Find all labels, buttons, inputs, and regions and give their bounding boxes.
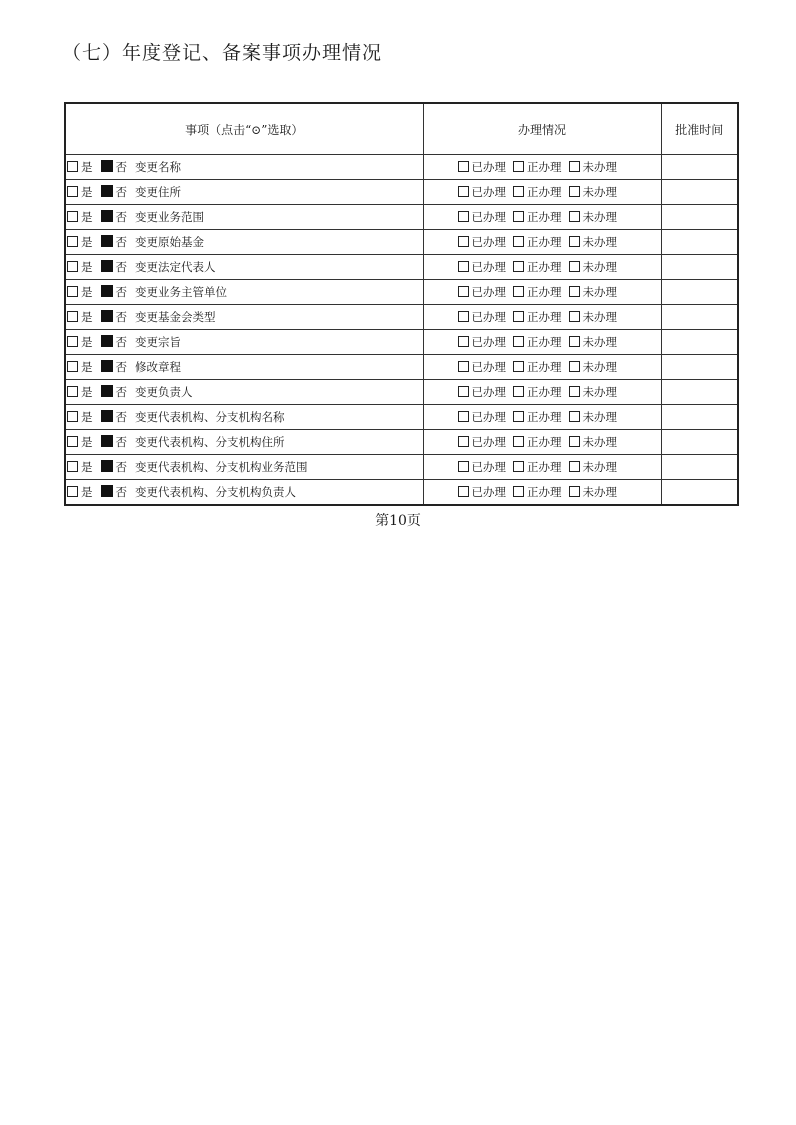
status-option [458, 409, 507, 425]
status-cell [423, 380, 661, 405]
status-cell [423, 355, 661, 380]
status-option-label: 未办理 [582, 235, 617, 249]
yes-checkbox[interactable] [67, 336, 78, 347]
status-option [513, 359, 562, 375]
yes-label: 是 [81, 235, 93, 249]
status-option [513, 234, 562, 250]
item-label: 变更代表机构、分支机构业务范围 [135, 460, 308, 474]
status-option [569, 434, 618, 450]
status-checkbox[interactable] [513, 386, 524, 397]
status-option-label: 已办理 [471, 435, 506, 449]
status-option-label: 未办理 [582, 360, 617, 374]
status-checkbox[interactable] [458, 261, 469, 272]
no-checkbox-checked[interactable] [101, 335, 113, 347]
item-label: 变更法定代表人 [135, 260, 216, 274]
yes-label: 是 [81, 485, 93, 499]
status-option [458, 434, 507, 450]
status-option [569, 409, 618, 425]
approval-date-cell[interactable] [661, 480, 738, 506]
item-cell [65, 380, 423, 405]
approval-date-cell[interactable] [661, 180, 738, 205]
status-option-label: 已办理 [471, 385, 506, 399]
page-number: 第10页 [375, 513, 421, 529]
yes-checkbox[interactable] [67, 461, 78, 472]
status-option [513, 384, 562, 400]
status-checkbox[interactable] [458, 161, 469, 172]
yes-label: 是 [81, 385, 93, 399]
table-row [65, 480, 738, 506]
status-cell [423, 455, 661, 480]
status-option-label: 正办理 [527, 410, 562, 424]
status-option-label: 正办理 [527, 285, 562, 299]
table-row [65, 180, 738, 205]
status-option [569, 334, 618, 350]
status-option [458, 234, 507, 250]
approval-date-cell[interactable] [661, 230, 738, 255]
status-option-label: 已办理 [471, 360, 506, 374]
status-checkbox[interactable] [569, 186, 580, 197]
no-checkbox-checked[interactable] [101, 285, 113, 297]
yes-label: 是 [81, 360, 93, 374]
item-cell [65, 355, 423, 380]
no-checkbox-checked[interactable] [101, 185, 113, 197]
status-checkbox[interactable] [458, 186, 469, 197]
status-checkbox[interactable] [513, 486, 524, 497]
no-label: 否 [115, 485, 127, 499]
header-approval-date: 批准时间 [661, 103, 738, 155]
status-option [513, 284, 562, 300]
item-label: 变更业务范围 [135, 210, 204, 224]
approval-date-cell[interactable] [661, 430, 738, 455]
table-row [65, 255, 738, 280]
status-cell [423, 305, 661, 330]
item-label: 变更基金会类型 [135, 310, 216, 324]
item-cell [65, 305, 423, 330]
no-checkbox-checked[interactable] [101, 410, 113, 422]
status-option [458, 334, 507, 350]
no-label: 否 [115, 460, 127, 474]
status-option-label: 未办理 [582, 460, 617, 474]
status-option [569, 209, 618, 225]
status-checkbox[interactable] [569, 436, 580, 447]
status-option [513, 159, 562, 175]
approval-date-cell[interactable] [661, 355, 738, 380]
status-option [458, 359, 507, 375]
status-checkbox[interactable] [513, 211, 524, 222]
approval-date-cell[interactable] [661, 380, 738, 405]
status-option-label: 已办理 [471, 310, 506, 324]
no-checkbox-checked[interactable] [101, 310, 113, 322]
no-label: 否 [115, 310, 127, 324]
no-label: 否 [115, 385, 127, 399]
approval-date-cell[interactable] [661, 155, 738, 180]
status-checkbox[interactable] [569, 411, 580, 422]
status-option-label: 正办理 [527, 210, 562, 224]
no-checkbox-checked[interactable] [101, 435, 113, 447]
status-checkbox[interactable] [513, 286, 524, 297]
status-option-label: 正办理 [527, 385, 562, 399]
yes-label: 是 [81, 335, 93, 349]
status-option [458, 284, 507, 300]
status-option [458, 259, 507, 275]
yes-label: 是 [81, 285, 93, 299]
table-row [65, 355, 738, 380]
status-option [569, 359, 618, 375]
item-label: 变更代表机构、分支机构住所 [135, 435, 285, 449]
status-option-label: 已办理 [471, 210, 506, 224]
status-option-label: 正办理 [527, 435, 562, 449]
status-checkbox[interactable] [513, 336, 524, 347]
no-label: 否 [115, 360, 127, 374]
yes-checkbox[interactable] [67, 386, 78, 397]
section-title: （七）年度登记、备案事项办理情况 [62, 42, 383, 64]
status-cell [423, 155, 661, 180]
no-label: 否 [115, 210, 127, 224]
status-option-label: 已办理 [471, 235, 506, 249]
table-header-row [65, 103, 738, 155]
item-label: 变更原始基金 [135, 235, 204, 249]
item-cell [65, 155, 423, 180]
status-option-label: 已办理 [471, 335, 506, 349]
status-cell [423, 330, 661, 355]
no-label: 否 [115, 285, 127, 299]
table-row [65, 305, 738, 330]
status-checkbox[interactable] [569, 386, 580, 397]
status-option [569, 309, 618, 325]
no-checkbox-checked[interactable] [101, 235, 113, 247]
status-option [513, 484, 562, 500]
status-checkbox[interactable] [513, 361, 524, 372]
approval-date-cell[interactable] [661, 455, 738, 480]
status-option-label: 已办理 [471, 260, 506, 274]
status-checkbox[interactable] [569, 261, 580, 272]
status-option-label: 未办理 [582, 385, 617, 399]
no-checkbox-checked[interactable] [101, 160, 113, 172]
status-option-label: 正办理 [527, 360, 562, 374]
header-status: 办理情况 [423, 103, 661, 155]
registration-items-table [64, 102, 739, 506]
no-checkbox-checked[interactable] [101, 260, 113, 272]
status-option-label: 未办理 [582, 160, 617, 174]
no-checkbox-checked[interactable] [101, 360, 113, 372]
yes-label: 是 [81, 160, 93, 174]
status-option-label: 正办理 [527, 485, 562, 499]
item-cell [65, 205, 423, 230]
status-option [458, 459, 507, 475]
status-option [458, 384, 507, 400]
status-checkbox[interactable] [569, 486, 580, 497]
status-option [458, 184, 507, 200]
approval-date-cell[interactable] [661, 305, 738, 330]
status-option-label: 未办理 [582, 210, 617, 224]
status-checkbox[interactable] [513, 236, 524, 247]
no-checkbox-checked[interactable] [101, 485, 113, 497]
status-option [458, 484, 507, 500]
yes-checkbox[interactable] [67, 286, 78, 297]
item-cell [65, 280, 423, 305]
status-checkbox[interactable] [458, 386, 469, 397]
status-option [569, 234, 618, 250]
yes-label: 是 [81, 210, 93, 224]
status-checkbox[interactable] [458, 411, 469, 422]
status-option-label: 未办理 [582, 260, 617, 274]
yes-label: 是 [81, 260, 93, 274]
no-label: 否 [115, 335, 127, 349]
status-option-label: 正办理 [527, 310, 562, 324]
status-option-label: 已办理 [471, 285, 506, 299]
status-checkbox[interactable] [458, 486, 469, 497]
status-checkbox[interactable] [513, 311, 524, 322]
status-cell [423, 255, 661, 280]
yes-checkbox[interactable] [67, 161, 78, 172]
yes-checkbox[interactable] [67, 486, 78, 497]
item-cell [65, 480, 423, 506]
item-cell [65, 330, 423, 355]
approval-date-cell[interactable] [661, 280, 738, 305]
status-option-label: 已办理 [471, 185, 506, 199]
status-cell [423, 280, 661, 305]
no-label: 否 [115, 435, 127, 449]
status-checkbox[interactable] [513, 161, 524, 172]
item-cell [65, 180, 423, 205]
status-option [569, 159, 618, 175]
yes-label: 是 [81, 185, 93, 199]
status-option [513, 459, 562, 475]
table-row [65, 455, 738, 480]
item-label: 变更业务主管单位 [135, 285, 227, 299]
table-row [65, 205, 738, 230]
item-cell [65, 230, 423, 255]
status-option [569, 184, 618, 200]
yes-checkbox[interactable] [67, 211, 78, 222]
status-option [569, 484, 618, 500]
no-checkbox-checked[interactable] [101, 210, 113, 222]
status-option [513, 434, 562, 450]
status-checkbox[interactable] [458, 311, 469, 322]
status-checkbox[interactable] [569, 361, 580, 372]
yes-checkbox[interactable] [67, 261, 78, 272]
status-cell [423, 430, 661, 455]
item-cell [65, 455, 423, 480]
no-label: 否 [115, 235, 127, 249]
yes-checkbox[interactable] [67, 411, 78, 422]
yes-label: 是 [81, 310, 93, 324]
item-label: 变更住所 [135, 185, 181, 199]
status-checkbox[interactable] [458, 211, 469, 222]
status-option [513, 259, 562, 275]
status-checkbox[interactable] [513, 411, 524, 422]
yes-checkbox[interactable] [67, 361, 78, 372]
yes-checkbox[interactable] [67, 186, 78, 197]
status-cell [423, 205, 661, 230]
status-checkbox[interactable] [458, 436, 469, 447]
status-checkbox[interactable] [513, 186, 524, 197]
status-option-label: 未办理 [582, 310, 617, 324]
status-checkbox[interactable] [569, 211, 580, 222]
status-option [569, 259, 618, 275]
approval-date-cell[interactable] [661, 405, 738, 430]
status-checkbox[interactable] [513, 436, 524, 447]
table-body [65, 155, 738, 506]
status-option-label: 正办理 [527, 235, 562, 249]
status-option [513, 334, 562, 350]
status-option [513, 309, 562, 325]
status-option-label: 未办理 [582, 485, 617, 499]
status-option-label: 正办理 [527, 185, 562, 199]
status-option-label: 未办理 [582, 335, 617, 349]
no-checkbox-checked[interactable] [101, 385, 113, 397]
status-checkbox[interactable] [569, 461, 580, 472]
status-option [513, 184, 562, 200]
table-row [65, 330, 738, 355]
no-checkbox-checked[interactable] [101, 460, 113, 472]
table-row [65, 380, 738, 405]
yes-checkbox[interactable] [67, 311, 78, 322]
status-option-label: 正办理 [527, 460, 562, 474]
status-checkbox[interactable] [458, 336, 469, 347]
status-option-label: 已办理 [471, 460, 506, 474]
no-label: 否 [115, 185, 127, 199]
status-option [569, 384, 618, 400]
table-row [65, 430, 738, 455]
status-option [513, 209, 562, 225]
status-option-label: 已办理 [471, 160, 506, 174]
header-item: 事项（点击“⊙”选取） [65, 103, 423, 155]
status-option [458, 209, 507, 225]
no-label: 否 [115, 410, 127, 424]
item-cell [65, 405, 423, 430]
yes-checkbox[interactable] [67, 236, 78, 247]
approval-date-cell[interactable] [661, 330, 738, 355]
status-checkbox[interactable] [458, 286, 469, 297]
item-label: 变更代表机构、分支机构负责人 [135, 485, 296, 499]
status-option-label: 正办理 [527, 335, 562, 349]
status-option-label: 未办理 [582, 285, 617, 299]
status-option-label: 已办理 [471, 410, 506, 424]
status-option-label: 正办理 [527, 160, 562, 174]
status-cell [423, 480, 661, 506]
item-label: 变更负责人 [135, 385, 193, 399]
status-option-label: 未办理 [582, 435, 617, 449]
status-cell [423, 405, 661, 430]
yes-label: 是 [81, 460, 93, 474]
status-option [569, 459, 618, 475]
status-checkbox[interactable] [569, 161, 580, 172]
status-option-label: 正办理 [527, 260, 562, 274]
item-label: 变更宗旨 [135, 335, 181, 349]
status-option-label: 已办理 [471, 485, 506, 499]
status-checkbox[interactable] [458, 461, 469, 472]
yes-label: 是 [81, 435, 93, 449]
status-option [458, 159, 507, 175]
status-cell [423, 230, 661, 255]
status-checkbox[interactable] [569, 311, 580, 322]
status-checkbox[interactable] [569, 286, 580, 297]
status-checkbox[interactable] [513, 261, 524, 272]
table-row [65, 280, 738, 305]
status-checkbox[interactable] [513, 461, 524, 472]
item-cell [65, 255, 423, 280]
status-cell [423, 180, 661, 205]
approval-date-cell[interactable] [661, 255, 738, 280]
status-option [569, 284, 618, 300]
status-option [513, 409, 562, 425]
status-option-label: 未办理 [582, 410, 617, 424]
item-label: 修改章程 [135, 360, 181, 374]
table-row [65, 155, 738, 180]
status-checkbox[interactable] [569, 336, 580, 347]
status-checkbox[interactable] [458, 361, 469, 372]
approval-date-cell[interactable] [661, 205, 738, 230]
item-cell [65, 430, 423, 455]
yes-label: 是 [81, 410, 93, 424]
yes-checkbox[interactable] [67, 436, 78, 447]
table-row [65, 405, 738, 430]
status-checkbox[interactable] [458, 236, 469, 247]
table-row [65, 230, 738, 255]
no-label: 否 [115, 160, 127, 174]
status-checkbox[interactable] [569, 236, 580, 247]
no-label: 否 [115, 260, 127, 274]
status-option [458, 309, 507, 325]
status-option-label: 未办理 [582, 185, 617, 199]
item-label: 变更名称 [135, 160, 181, 174]
item-label: 变更代表机构、分支机构名称 [135, 410, 285, 424]
